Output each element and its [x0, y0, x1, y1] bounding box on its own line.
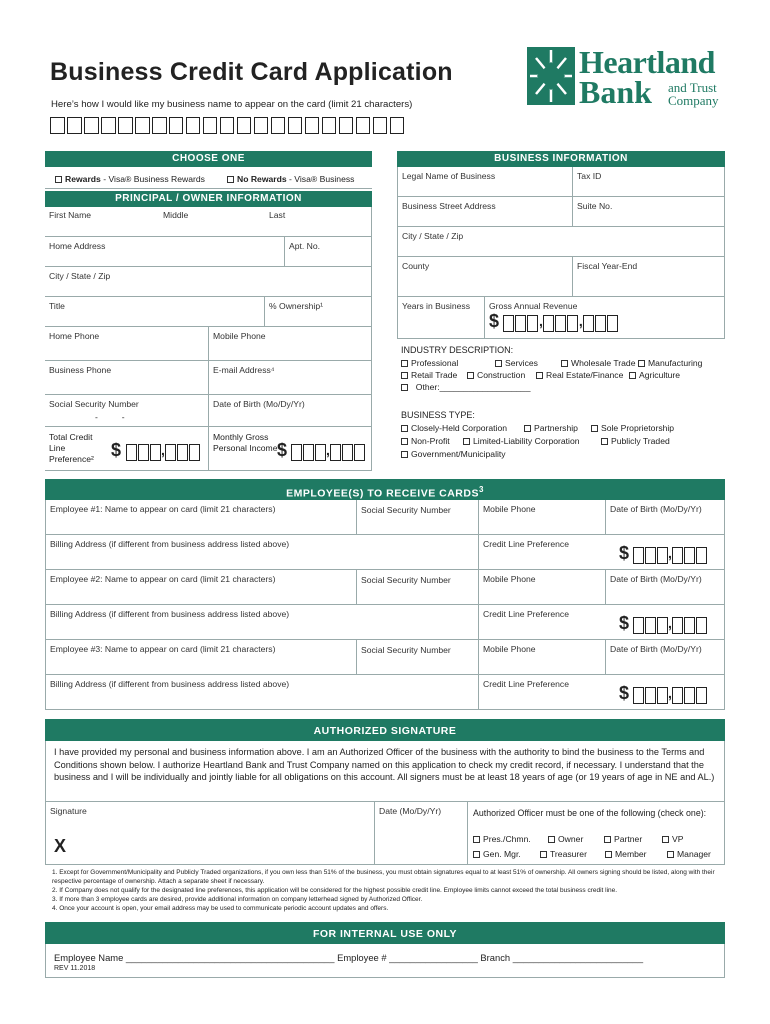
digit-box[interactable] — [503, 315, 514, 332]
employee-name-field[interactable] — [45, 500, 357, 535]
checkbox[interactable] — [561, 360, 568, 367]
internal-header: FOR INTERNAL USE ONLY — [45, 922, 725, 944]
digit-box[interactable] — [645, 617, 656, 634]
city-field[interactable] — [45, 267, 372, 297]
rewards-label: Rewards — [65, 174, 101, 184]
char-box[interactable] — [339, 117, 354, 134]
officer-pres[interactable] — [473, 834, 531, 844]
revision: REV 11.2018 — [54, 965, 96, 972]
business-city-label: City / State / Zip — [402, 231, 464, 241]
ownership-field[interactable] — [265, 297, 372, 327]
employee-credit-boxes[interactable] — [633, 615, 707, 634]
checkbox[interactable] — [604, 836, 611, 843]
option-label: Construction — [477, 370, 526, 380]
county-label: County — [402, 261, 430, 271]
employee-name-label: Employee #3: Name to appear on card (limit 21 characters) — [50, 644, 276, 654]
comma: , — [578, 313, 583, 329]
employee-credit-boxes[interactable] — [633, 685, 707, 704]
bank-logo — [526, 46, 726, 108]
logo-bank: Bank — [579, 74, 652, 110]
employee-credit-field[interactable] — [479, 675, 725, 710]
first-name-label: First Name — [49, 210, 92, 220]
internal-body — [45, 944, 725, 978]
digit-box[interactable] — [291, 444, 302, 461]
type-government[interactable] — [401, 449, 506, 459]
char-box[interactable] — [322, 117, 337, 134]
digit-box[interactable] — [138, 444, 149, 461]
option-label: Other:___________________ — [415, 382, 531, 392]
revenue-label: Gross Annual Revenue — [489, 301, 578, 311]
digit-box[interactable] — [633, 547, 644, 564]
county-field[interactable] — [397, 257, 573, 297]
type-public[interactable] — [601, 436, 670, 446]
option-label: Gen. Mgr. — [483, 849, 521, 859]
digit-box[interactable] — [527, 315, 538, 332]
total-credit-boxes[interactable] — [126, 442, 200, 461]
x-mark: X — [54, 836, 67, 856]
employee-mobile-field[interactable] — [479, 640, 606, 675]
footnote-1: 1. Except for Government/Municipality and Publicly Traded organizations, if you own less than 51% of the business, you must obtain signatures equal to at least 51% of ownership. All owners signing should be listed, along with their respective percentage of ownership. Attach a separate sheet if necessary. — [52, 869, 715, 885]
char-box[interactable] — [237, 117, 252, 134]
industry-realestate[interactable] — [536, 370, 623, 380]
title-field[interactable] — [45, 297, 265, 327]
digit-box[interactable] — [583, 315, 594, 332]
total-credit-label: Total Credit Line Preference² — [49, 432, 94, 464]
employee-dob-field[interactable] — [606, 500, 725, 535]
years-label: Years in Business — [402, 301, 470, 311]
char-box[interactable] — [220, 117, 235, 134]
checkbox[interactable] — [473, 836, 480, 843]
industry-construction[interactable] — [467, 370, 525, 380]
revenue-field[interactable] — [485, 297, 725, 339]
industry-agriculture[interactable] — [629, 370, 680, 380]
employee-billing-field[interactable] — [45, 535, 479, 570]
char-box[interactable] — [271, 117, 286, 134]
char-box[interactable] — [254, 117, 269, 134]
dollar-sign: $ — [489, 311, 500, 331]
digit-box[interactable] — [595, 315, 606, 332]
fiscal-field[interactable] — [573, 257, 725, 297]
digit-box[interactable] — [672, 547, 683, 564]
comma: , — [668, 545, 672, 561]
checkbox[interactable] — [548, 836, 555, 843]
employee-ssn-field[interactable] — [357, 570, 479, 605]
char-box[interactable] — [50, 117, 65, 134]
norewards-checkbox[interactable] — [227, 176, 234, 183]
norewards-label: No Rewards — [237, 174, 287, 184]
tax-id-label: Tax ID — [577, 171, 602, 181]
dob-label: Date of Birth (Mo/Dy/Yr) — [213, 399, 305, 409]
fiscal-label: Fiscal Year-End — [577, 261, 638, 271]
option-label: Manager — [677, 849, 711, 859]
employee-mobile-field[interactable] — [479, 500, 606, 535]
digit-box[interactable] — [684, 687, 695, 704]
street-label: Business Street Address — [402, 201, 496, 211]
employee-credit-field[interactable] — [479, 605, 725, 640]
email-label: E-mail Address⁴ — [213, 365, 275, 375]
norewards-option[interactable] — [227, 174, 354, 184]
industry-professional[interactable] — [401, 358, 458, 368]
digit-box[interactable] — [330, 444, 341, 461]
last-label: Last — [269, 210, 286, 220]
ssn-dashes: - - — [95, 412, 125, 422]
digit-box[interactable] — [354, 444, 365, 461]
revenue-boxes[interactable] — [503, 313, 619, 332]
business-phone-label: Business Phone — [49, 365, 112, 375]
digit-box[interactable] — [684, 547, 695, 564]
option-label: Retail Trade — [411, 370, 458, 380]
type-closely-held[interactable] — [401, 423, 507, 433]
employee-ssn-label: Social Security Number — [361, 645, 451, 655]
city-label: City / State / Zip — [49, 271, 111, 281]
digit-box[interactable] — [126, 444, 137, 461]
officer-member[interactable] — [605, 849, 647, 859]
digit-box[interactable] — [645, 547, 656, 564]
employee-ssn-label: Social Security Number — [361, 575, 451, 585]
rewards-suffix: - Visa® Business Rewards — [100, 174, 205, 184]
dob-field[interactable] — [209, 395, 372, 427]
employee-credit-boxes[interactable] — [633, 545, 707, 564]
legal-name-label: Legal Name of Business — [402, 171, 496, 181]
digit-box[interactable] — [165, 444, 176, 461]
employee-credit-field[interactable] — [479, 535, 725, 570]
option-label: Government/Municipality — [411, 449, 506, 459]
industry-section — [401, 345, 725, 396]
signature-text: I have provided my personal and business information above. I am an Authorized Officer of the business with the authority to bind the business to the Terms and Conditions shown below. I authorize Heartland Bank and Trust Company named on this application to check my credit record, if necessary. I understand that the business and I will be individually and jointly liable for all obligations on this account. All signers must be at least 18 years of age (or 19 years of age in NE and AL.) — [54, 747, 715, 783]
checkbox[interactable] — [495, 360, 502, 367]
dollar-sign: $ — [277, 440, 288, 460]
years-field[interactable] — [397, 297, 485, 339]
checkbox[interactable] — [601, 438, 608, 445]
digit-box[interactable] — [515, 315, 526, 332]
footnote-3: 3. If more than 3 employee cards are desired, provide additional information on company letterhead signed by Authorized Officer. — [52, 896, 423, 903]
officer-gen-mgr[interactable] — [473, 849, 521, 859]
choose-one-header: CHOOSE ONE — [45, 151, 372, 167]
logo-and-trust: and Trust — [668, 80, 717, 95]
logo-company: Company — [668, 93, 719, 108]
char-box[interactable] — [390, 117, 405, 134]
dollar-sign: $ — [619, 543, 630, 563]
employee-name-field[interactable] — [45, 640, 357, 675]
checkbox[interactable] — [401, 360, 408, 367]
option-label: Publicly Traded — [611, 436, 670, 446]
employee-credit-label: Credit Line Preference — [483, 679, 569, 689]
home-address-field[interactable] — [45, 237, 285, 267]
employee-dob-field[interactable] — [606, 570, 725, 605]
digit-box[interactable] — [303, 444, 314, 461]
digit-box[interactable] — [696, 547, 707, 564]
checkbox[interactable] — [662, 836, 669, 843]
choose-rewards-row — [45, 167, 372, 189]
mobile-phone-label: Mobile Phone — [213, 331, 266, 341]
digit-box[interactable] — [150, 444, 161, 461]
type-partnership[interactable] — [524, 423, 578, 433]
digit-box[interactable] — [543, 315, 554, 332]
checkbox[interactable] — [540, 851, 547, 858]
char-box[interactable] — [84, 117, 99, 134]
total-credit-field[interactable] — [45, 427, 209, 471]
checkbox[interactable] — [401, 384, 408, 391]
ssn-label: Social Security Number — [49, 399, 139, 409]
employee-billing-label: Billing Address (if different from business address listed above) — [50, 539, 290, 549]
first-name-field[interactable] — [45, 207, 372, 237]
employee-credit-label: Credit Line Preference — [483, 609, 569, 619]
business-city-field[interactable] — [397, 227, 725, 257]
ownership-label: % Ownership¹ — [269, 301, 323, 311]
digit-box[interactable] — [657, 617, 668, 634]
comma: , — [668, 685, 672, 701]
officer-field — [468, 801, 725, 865]
checkbox[interactable] — [401, 438, 408, 445]
option-label: Real Estate/Finance — [546, 370, 624, 380]
checkbox[interactable] — [638, 360, 645, 367]
checkbox[interactable] — [463, 438, 470, 445]
option-label: Closely-Held Corporation — [411, 423, 508, 433]
title-label: Title — [49, 301, 65, 311]
digit-box[interactable] — [696, 687, 707, 704]
type-sole-prop[interactable] — [591, 423, 674, 433]
checkbox[interactable] — [591, 425, 598, 432]
char-box[interactable] — [169, 117, 184, 134]
employee-mobile-label: Mobile Phone — [483, 574, 536, 584]
digit-box[interactable] — [177, 444, 188, 461]
signature-field[interactable] — [45, 801, 375, 865]
option-label: Pres./Chmn. — [483, 834, 531, 844]
industry-manufacturing[interactable] — [638, 358, 702, 368]
checkbox[interactable] — [524, 425, 531, 432]
rewards-checkbox[interactable] — [55, 176, 62, 183]
char-box[interactable] — [67, 117, 82, 134]
option-label: Partner — [614, 834, 643, 844]
digit-box[interactable] — [657, 687, 668, 704]
footnote-2: 2. If Company does not qualify for the designated line preferences, this application will be considered for the highest possible credit line. Employee limits cannot exceed the total business credit line. — [52, 887, 618, 894]
employee-mobile-label: Mobile Phone — [483, 504, 536, 514]
option-label: Partnership — [534, 423, 578, 433]
digit-box[interactable] — [645, 687, 656, 704]
officer-label: Authorized Officer must be one of the following (check one): — [473, 808, 707, 818]
industry-other[interactable] — [401, 382, 530, 392]
monthly-income-boxes[interactable] — [291, 442, 365, 461]
date-label: Date (Mo/Dy/Yr) — [379, 806, 442, 816]
digit-box[interactable] — [315, 444, 326, 461]
comma: , — [539, 313, 543, 329]
employee-mobile-label: Mobile Phone — [483, 644, 536, 654]
char-box[interactable] — [118, 117, 133, 134]
officer-vp[interactable] — [662, 834, 683, 844]
form-subtitle: Here’s how I would like my business name to appear on the card (limit 21 characters) — [51, 99, 413, 110]
business-phone-field[interactable] — [45, 361, 209, 395]
digit-box[interactable] — [555, 315, 566, 332]
option-label: Owner — [558, 834, 584, 844]
option-label: VP — [672, 834, 684, 844]
employee-ssn-field[interactable] — [357, 500, 479, 535]
business-info-header: BUSINESS INFORMATION — [397, 151, 725, 167]
employees-header — [45, 479, 725, 500]
checkbox[interactable] — [401, 372, 408, 379]
mobile-phone-field[interactable] — [209, 327, 372, 361]
apt-field[interactable] — [285, 237, 372, 267]
checkbox[interactable] — [605, 851, 612, 858]
checkbox[interactable] — [401, 425, 408, 432]
dollar-sign: $ — [111, 440, 122, 460]
checkbox[interactable] — [401, 451, 408, 458]
employee-mobile-field[interactable] — [479, 570, 606, 605]
form-title: Business Credit Card Application — [50, 58, 453, 86]
home-phone-label: Home Phone — [49, 331, 100, 341]
char-box[interactable] — [135, 117, 150, 134]
monthly-income-label: Monthly Gross Personal Income — [213, 432, 278, 453]
type-title: BUSINESS TYPE: — [401, 410, 475, 420]
officer-treasurer[interactable] — [540, 849, 587, 859]
officer-owner[interactable] — [548, 834, 583, 844]
option-label: Limited-Liability Corporation — [473, 436, 580, 446]
char-box[interactable] — [203, 117, 218, 134]
monthly-income-field[interactable] — [209, 427, 372, 471]
option-label: Wholesale Trade — [571, 358, 636, 368]
digit-box[interactable] — [342, 444, 353, 461]
employee-name-field[interactable] — [45, 570, 357, 605]
char-box[interactable] — [373, 117, 388, 134]
industry-wholesale[interactable] — [561, 358, 636, 368]
option-label: Non-Profit — [411, 436, 450, 446]
employee-dob-label: Date of Birth (Mo/Dy/Yr) — [610, 644, 702, 654]
employee-billing-field[interactable] — [45, 605, 479, 640]
internal-line[interactable]: Employee Name ________________________________________ Employee # _________________ Branch _________________________ — [54, 952, 644, 963]
digit-box[interactable] — [633, 617, 644, 634]
option-label: Member — [615, 849, 647, 859]
digit-box[interactable] — [607, 315, 618, 332]
employee-billing-label: Billing Address (if different from business address listed above) — [50, 679, 290, 689]
digit-box[interactable] — [189, 444, 200, 461]
checkbox[interactable] — [629, 372, 636, 379]
street-field[interactable] — [397, 197, 573, 227]
type-section — [401, 410, 725, 463]
employee-name-label: Employee #1: Name to appear on card (limit 21 characters) — [50, 504, 276, 514]
industry-services[interactable] — [495, 358, 538, 368]
char-box[interactable] — [186, 117, 201, 134]
employee-dob-label: Date of Birth (Mo/Dy/Yr) — [610, 574, 702, 584]
tax-id-field[interactable] — [573, 167, 725, 197]
dollar-sign: $ — [619, 613, 630, 633]
employee-billing-label: Billing Address (if different from business address listed above) — [50, 609, 290, 619]
officer-manager[interactable] — [667, 849, 711, 859]
apt-label: Apt. No. — [289, 241, 321, 251]
option-label: Sole Proprietorship — [601, 423, 675, 433]
employee-dob-field[interactable] — [606, 640, 725, 675]
digit-box[interactable] — [696, 617, 707, 634]
comma: , — [326, 442, 330, 458]
employee-billing-field[interactable] — [45, 675, 479, 710]
home-phone-field[interactable] — [45, 327, 209, 361]
digit-box[interactable] — [672, 687, 683, 704]
legal-name-field[interactable] — [397, 167, 573, 197]
dollar-sign: $ — [619, 683, 630, 703]
type-llc[interactable] — [463, 436, 580, 446]
industry-retail[interactable] — [401, 370, 457, 380]
date-field[interactable] — [375, 801, 468, 865]
checkbox[interactable] — [467, 372, 474, 379]
employee-credit-label: Credit Line Preference — [483, 539, 569, 549]
digit-box[interactable] — [684, 617, 695, 634]
checkbox[interactable] — [667, 851, 674, 858]
employees-sup: 3 — [478, 485, 484, 494]
char-box[interactable] — [152, 117, 167, 134]
option-label: Agriculture — [639, 370, 681, 380]
email-field[interactable] — [209, 361, 372, 395]
option-label: Manufacturing — [648, 358, 703, 368]
suite-field[interactable] — [573, 197, 725, 227]
employee-ssn-field[interactable] — [357, 640, 479, 675]
logo-heartland: Heartland — [579, 44, 715, 80]
digit-box[interactable] — [633, 687, 644, 704]
signature-header: AUTHORIZED SIGNATURE — [45, 719, 725, 741]
comma: , — [668, 615, 672, 631]
digit-box[interactable] — [672, 617, 683, 634]
officer-partner[interactable] — [604, 834, 642, 844]
rewards-option[interactable] — [55, 174, 205, 184]
footnote-4: 4. Once your account is open, your email address may be used to communicate periodic account updates and offers. — [52, 905, 389, 912]
type-nonprofit[interactable] — [401, 436, 450, 446]
char-box[interactable] — [288, 117, 303, 134]
signature-body — [45, 741, 725, 801]
digit-box[interactable] — [567, 315, 578, 332]
char-box[interactable] — [356, 117, 371, 134]
employee-name-label: Employee #2: Name to appear on card (limit 21 characters) — [50, 574, 276, 584]
middle-label: Middle — [163, 210, 189, 220]
employee-dob-label: Date of Birth (Mo/Dy/Yr) — [610, 504, 702, 514]
comma: , — [161, 442, 165, 458]
char-box[interactable] — [101, 117, 116, 134]
checkbox[interactable] — [473, 851, 480, 858]
employee-ssn-label: Social Security Number — [361, 505, 451, 515]
signature-label: Signature — [50, 806, 87, 816]
principal-header: PRINCIPAL / OWNER INFORMATION — [45, 191, 372, 207]
option-label: Professional — [411, 358, 459, 368]
checkbox[interactable] — [536, 372, 543, 379]
char-box[interactable] — [305, 117, 320, 134]
norewards-suffix: - Visa® Business — [286, 174, 355, 184]
footnotes — [52, 868, 720, 913]
suite-label: Suite No. — [577, 201, 613, 211]
digit-box[interactable] — [657, 547, 668, 564]
home-address-label: Home Address — [49, 241, 106, 251]
ssn-field[interactable] — [45, 395, 209, 427]
option-label: Treasurer — [550, 849, 587, 859]
card-name-boxes[interactable] — [50, 117, 407, 135]
industry-title: INDUSTRY DESCRIPTION: — [401, 345, 514, 355]
option-label: Services — [505, 358, 538, 368]
employees-title: EMPLOYEE(S) TO RECEIVE CARDS — [286, 487, 479, 500]
